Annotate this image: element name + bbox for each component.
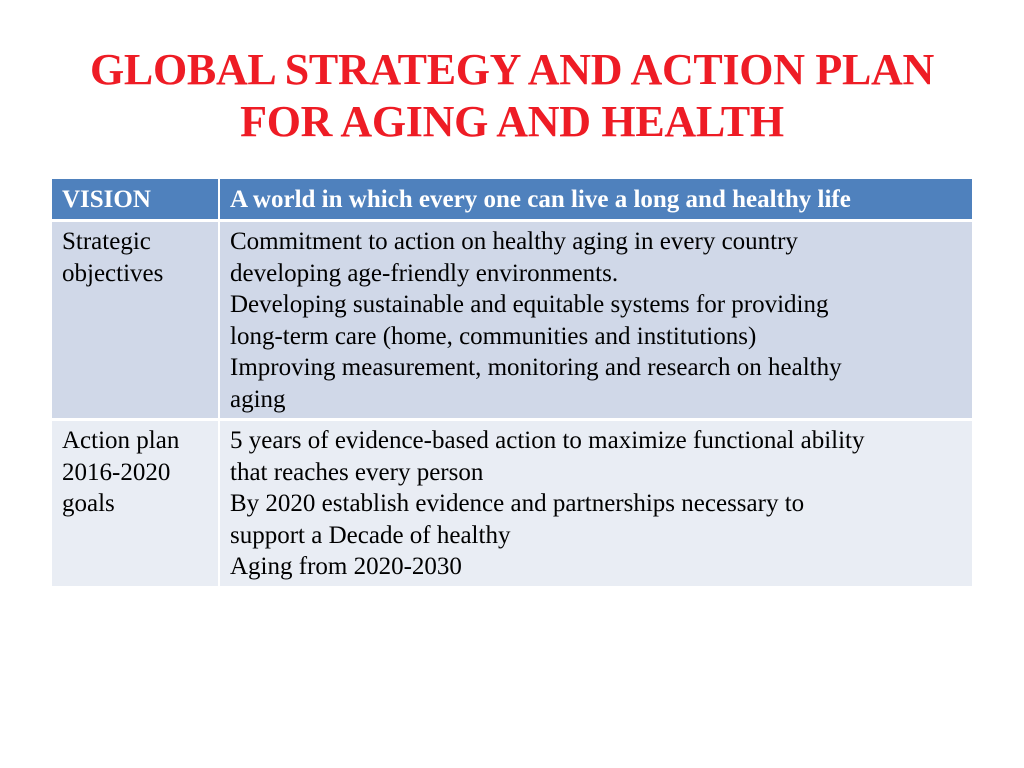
row-content-line: developing age-friendly environments. <box>230 259 619 287</box>
row-content-line: Improving measurement, monitoring and research on healthy <box>230 354 842 381</box>
row-label-line: goals <box>62 490 115 517</box>
row-label-line: Action plan <box>62 427 180 454</box>
table-row-action-plan <box>52 418 972 586</box>
row-content-line: long-term care (home, communities and institutions) <box>230 322 757 350</box>
row-label-line: objectives <box>62 259 164 287</box>
row-label-cell <box>52 418 220 586</box>
row-content-cell <box>220 418 972 586</box>
row-content-cell <box>220 219 972 418</box>
title-line-2: FOR AGING AND HEALTH <box>240 97 784 146</box>
vision-label: VISION <box>52 179 220 219</box>
row-content-line: 5 years of evidence-based action to maximize functional ability <box>230 427 865 454</box>
row-content-line: Aging from 2020-2030 <box>230 553 462 580</box>
row-content-line: By 2020 establish evidence and partnerships necessary to <box>230 490 805 517</box>
row-content-line: Developing sustainable and equitable systems for providing <box>230 291 829 318</box>
strategy-table <box>52 179 972 586</box>
vision-value: A world in which every one can live a long and healthy life <box>220 179 972 219</box>
row-content-line: Commitment to action on healthy aging in every country <box>230 228 798 255</box>
row-content-line: support a Decade of healthy <box>230 521 511 549</box>
row-label-line: Strategic <box>62 228 151 255</box>
table-row-strategic-objectives <box>52 219 972 418</box>
row-label-cell <box>52 219 220 418</box>
row-content-line: aging <box>230 385 286 413</box>
table-header-row <box>52 179 972 219</box>
row-label-line: 2016-2020 <box>62 458 171 486</box>
row-content-line: that reaches every person <box>230 458 484 486</box>
title-line-1: GLOBAL STRATEGY AND ACTION PLAN <box>90 45 934 94</box>
slide-title <box>0 44 1024 148</box>
